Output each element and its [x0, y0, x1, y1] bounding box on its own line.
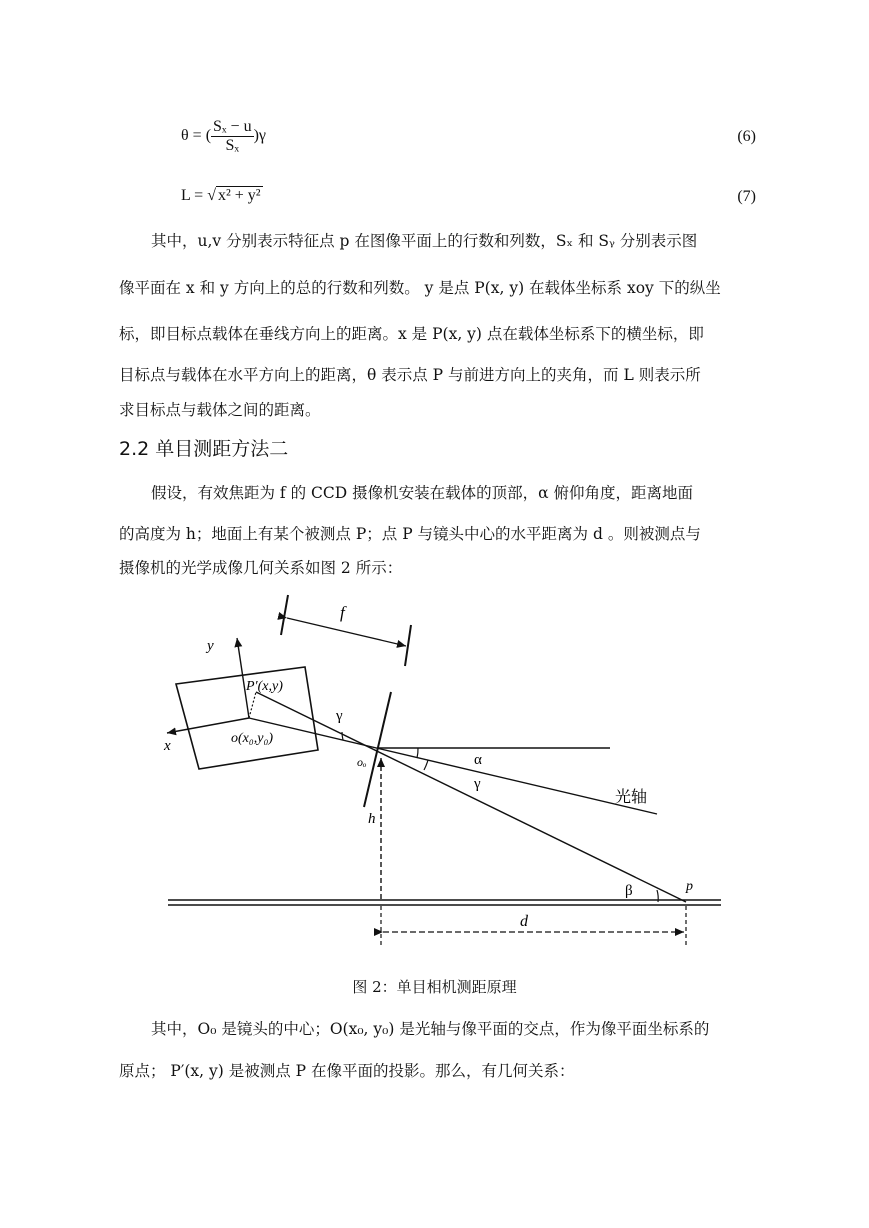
projection-dotted: [249, 692, 256, 718]
optical-axis-line: [249, 718, 657, 814]
label-gamma: γ: [474, 776, 481, 792]
paragraph2-line-1: 假设，有效焦距为 f 的 CCD 摄像机安装在载体的顶部，α 俯仰角度，距离地面: [151, 484, 693, 502]
equation-6-rhs: )γ: [253, 127, 266, 145]
label-alpha: α: [474, 752, 482, 768]
label-beta: β: [625, 883, 633, 899]
label-p-prime: P′(x,y): [246, 679, 283, 694]
paragraph2-line-2: 的高度为 h；地面上有某个被测点 P；点 P 与镜头中心的水平距离为 d 。则被测点与: [119, 525, 701, 543]
equation-7-number: (7): [737, 188, 756, 205]
lens: [364, 692, 391, 807]
equation-6: [181, 118, 266, 155]
equation-7-lhs: L =: [181, 187, 208, 204]
label-f: f: [340, 603, 345, 622]
paragraph3-line-2: 原点； P′(x, y) 是被测点 P 在像平面的投影。那么，有几何关系：: [119, 1062, 575, 1080]
label-lens-center: oₒ: [357, 755, 367, 769]
section-heading: 2.2 单目测距方法二: [119, 438, 289, 460]
paragraph1-line-5: 求目标点与载体之间的距离。: [119, 401, 321, 419]
equation-6-numerator: Sₓ − u: [213, 118, 252, 135]
label-origin: o(x₀,y₀): [231, 731, 273, 746]
paragraph1-line-4: 目标点与载体在水平方向上的距离，θ 表示点 P 与前进方向上的夹角，而 L 则表示所: [119, 366, 701, 384]
paragraph1-line-2: 像平面在 x 和 y 方向上的总的行数和列数。 y 是点 P(x, y) 在载体坐标系 xoy 下的纵坐: [119, 279, 721, 297]
paragraph3-line-1: 其中，O₀ 是镜头的中心；O(x₀, y₀) 是光轴与像平面的交点，作为像平面坐标系的: [151, 1020, 710, 1038]
label-d: d: [520, 913, 528, 930]
equation-7-radicand: x² + y²: [217, 187, 261, 204]
equation-6-number: (6): [737, 128, 756, 145]
gamma-top-arc: [342, 732, 343, 740]
paragraph1-line-3: 标，即目标点载体在垂线方向上的距离。x 是 P(x, y) 点在载体坐标系下的横坐标，即: [119, 325, 704, 343]
label-p: p: [686, 879, 693, 894]
sqrt-symbol: √: [207, 187, 216, 204]
alpha-arc: [417, 748, 418, 758]
label-optical-axis: 光轴: [615, 789, 648, 806]
f-tick-left: [281, 595, 288, 635]
gamma-arc: [424, 760, 428, 770]
equation-6-fraction: [211, 118, 254, 155]
y-axis-arrow: [237, 638, 249, 718]
label-y: y: [207, 638, 214, 654]
label-gamma-top: γ: [336, 708, 343, 724]
equation-6-denominator: Sₓ: [225, 137, 240, 154]
figure-caption: 图 2：单目相机测距原理: [352, 978, 517, 996]
f-dimension-arrow: [287, 618, 406, 646]
paragraph1-line-1: 其中，u,v 分别表示特征点 p 在图像平面上的行数和列数，Sₓ 和 Sᵧ 分别表示图: [151, 232, 698, 250]
label-x: x: [164, 738, 171, 754]
figure-2-diagram: [0, 580, 869, 960]
equation-6-lhs: θ = (: [181, 127, 212, 145]
paragraph2-line-3: 摄像机的光学成像几何关系如图 2 所示：: [119, 559, 403, 577]
equation-7: [181, 186, 263, 205]
label-h: h: [368, 811, 376, 827]
